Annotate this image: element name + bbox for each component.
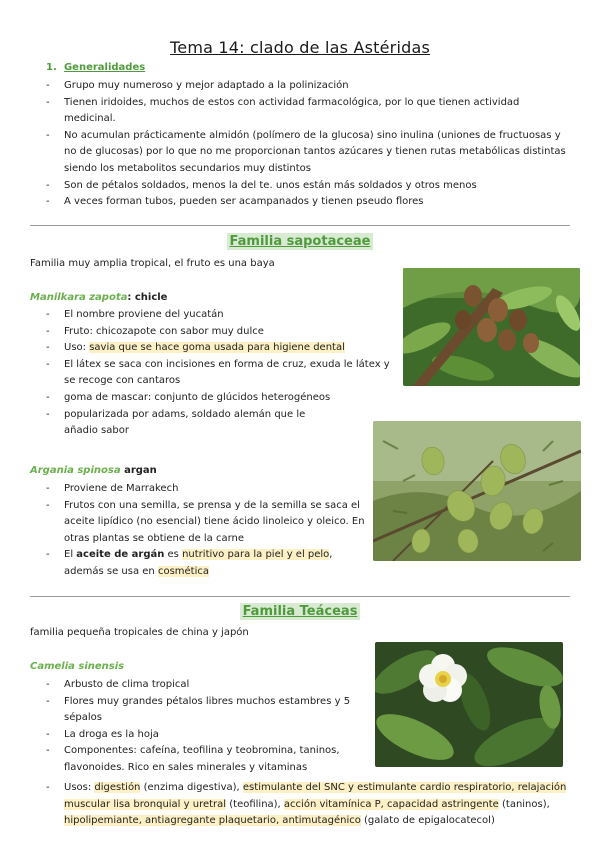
text-run: (teofilina), [226,798,284,810]
list-item: - Fruto: chicozapote con sabor muy dulce [46,324,391,341]
list-item: - Son de pétalos soldados, menos la del te. unos están más soldados y otros menos [46,178,574,195]
species-heading [30,292,167,303]
highlighted-text: estimulante del SNC y estimulante cardio respiratorio, relajación muscular lisa bronquial y uretral [64,782,567,810]
text-run: (galato de epigalocatecol) [360,815,495,827]
manilkara-photo [403,268,580,386]
bold-text: aceite de argán [76,549,165,561]
list-item: - Componentes: cafeína, teofilina y teobromina, taninos, flavonoides. Rico en sales minerales y vitaminas [46,743,366,776]
list-item: - Frutos con una semilla, se prensa y de la semilla se saca el aceite lipídico (no esencial) tiene ácido linoleico y oleico. En otras plantas se obtiene de la carne [46,498,371,548]
family-heading: Familia sapotaceae [227,233,374,250]
species-heading [30,661,124,672]
list-item [46,547,371,580]
text-run: (enzima digestiva), [140,782,243,793]
species-name: Manilkara zapota [30,292,128,303]
list-item [46,780,574,830]
list-item: - El látex se saca con incisiones en forma de cruz, exuda le látex y se recoge con cantaros [46,357,391,390]
text-run: El [64,549,77,561]
highlighted-text: savia que se hace goma usada para higiene dental [89,342,345,354]
highlighted-text: hipolipemiante, antiagregante plaquetario, antimutagénico [64,815,361,827]
species-name: Camelia sinensis [30,661,125,672]
generalidades-heading [46,62,145,73]
list-item: - La droga es la hoja [46,727,366,744]
list-item: - Flores muy grandes pétalos libres muchos estambres y 5 sépalos [46,694,366,727]
list-item: - Grupo muy numeroso y mejor adaptado a la polinización [46,78,574,95]
generalidades-list [46,78,574,211]
divider [30,225,570,226]
text-run: Usos: [64,782,95,793]
manilkara-list [46,307,391,440]
page-title: Tema 14: clado de las Astéridas [170,38,430,57]
list-item: - popularizada por adams, soldado alemán que le añadio sabor [46,407,324,440]
section-number: 1. [46,62,57,73]
argania-list [46,481,371,581]
species-heading [30,465,157,476]
text-run: es [164,549,183,561]
text-run: , además se usa en [64,549,333,577]
argania-photo [373,421,581,561]
sapotaceae-heading-row [0,234,600,249]
family-intro: familia pequeña tropicales de china y japón [30,627,249,638]
list-item: - Arbusto de clima tropical [46,677,366,694]
list-item: - A veces forman tubos, pueden ser acampanados y tienen pseudo flores [46,194,574,211]
camelia-list [46,677,366,777]
argan-fruit-image [373,421,581,561]
highlighted-text: cosmética [157,565,209,577]
highlighted-text: digestión [94,782,141,793]
fruit-tree-image [403,268,580,386]
list-item: - Tienen iridoides, muchos de estos con actividad farmacológica, por lo que tienen actividad medicinal. [46,95,574,128]
camelia-photo [375,642,563,767]
list-item: - No acumulan prácticamente almidón (polímero de la glucosa) sino inulina (uniones de fructuosas y no de glucosas) por lo que no me proporcionan tantos azúcares y tienen rutas metabólicas distintas siendo los metabolitos secundarios muy distintos [46,128,574,178]
common-name: : chicle [127,292,168,303]
divider [30,596,570,597]
list-item [46,340,391,357]
text-run: Uso: [64,342,90,354]
list-item: - goma de mascar: conjunto de glúcidos heterogéneos [46,390,391,407]
common-name: argan [120,465,157,476]
list-item: - El nombre proviene del yucatán [46,307,391,324]
family-intro: Familia muy amplia tropical, el fruto es una baya [30,258,275,269]
highlighted-text: nutritivo para la piel y el pelo [182,549,330,561]
family-heading: Familia Teáceas [240,603,361,620]
text-run: (taninos), [498,798,550,810]
section-heading: Generalidades [63,62,146,73]
teaceas-heading-row [0,604,600,619]
camelia-uses-list [46,780,574,830]
highlighted-text: acción vitamínica P, capacidad astringente [283,798,499,810]
species-name: Argania spinosa [30,465,121,476]
tea-flower-image [375,642,563,767]
list-item: - Proviene de Marrakech [46,481,371,498]
